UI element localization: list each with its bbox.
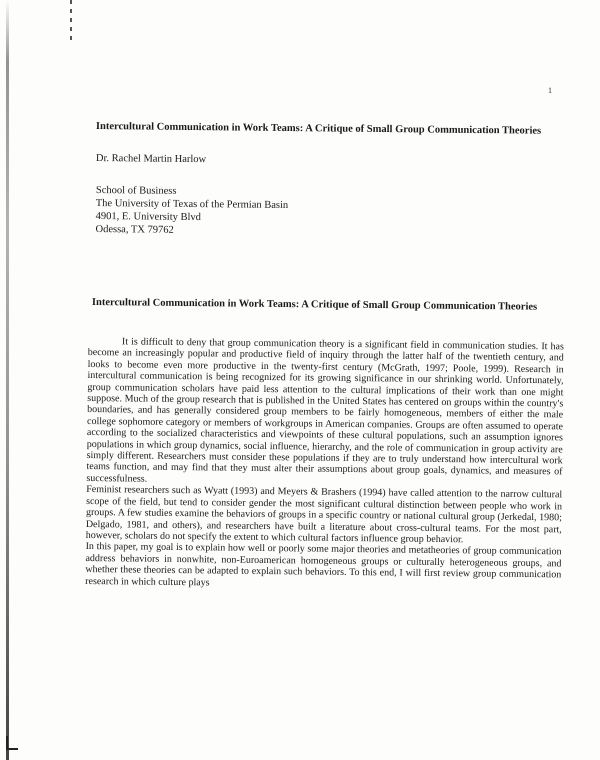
scan-edge-marks bbox=[70, 0, 72, 60]
body-paragraph: Feminist researchers such as Wyatt (1993) and Meyers & Brashers (1994) have called attention to the narrow cultural scope of the field, but tend to consider gender the most significant cultural distinction between people who work in groups. A few studies examine the behaviors of groups in a specific country or national cultural group (Jerkedal, 1980; Delgado, 1981, and others), and researchers have built a literature about cross-cultural teams. For the most part, however, scholars do not specify the extent to which cultural factors influence group behavior. bbox=[85, 484, 563, 546]
scan-corner-mark bbox=[6, 736, 18, 750]
cover-title: Intercultural Communication in Work Teams: A Critique of Small Group Communication Theories bbox=[95, 120, 542, 137]
address-line: 4901, E. University Blvd bbox=[95, 210, 202, 224]
address-line: School of Business bbox=[95, 184, 177, 197]
article-body bbox=[85, 336, 564, 592]
body-paragraph: It is difficult to deny that group communication theory is a significant field in communication studies. It has become an increasingly popular and productive field of inquiry through the latter half of the twentieth century, and looks to become even more productive in the twenty-first century (McGrath, 1997; Poole, 1999). Research in intercultural communication is being recognized for its growing significance in our shrinking world. Unfortunately, group communication scholars have paid less attention to the cultural implications of their work than one might suppose. Much of the group research that is published in the United States has centered on groups within the country's boundaries, and has generally considered group members to be fairly homogeneous, members of either the male college sophomore category or members of workgroups in American companies. Groups are often assumed to operate according to the socialized characteristics and viewpoints of these cultural populations, such an assumption ignores populations in which group dynamics, social influence, hierarchy, and the role of communication in group activity are simply different. Researchers must consider these populations if they are to truly understand how intercultural work teams function, and may find that they must alter their assumptions about group goals, dynamics, and measures of successfulness. bbox=[86, 336, 564, 485]
page-number: 1 bbox=[548, 86, 552, 95]
scan-edge-shadow bbox=[6, 0, 9, 760]
address-line: Odessa, TX 79762 bbox=[95, 223, 174, 236]
author-address bbox=[95, 184, 288, 238]
address-line: The University of Texas of the Permian Basin bbox=[95, 197, 289, 212]
author-name: Dr. Rachel Martin Harlow bbox=[95, 153, 207, 166]
article-title: Intercultural Communication in Work Teams: A Critique of Small Group Communication Theories bbox=[91, 296, 538, 313]
body-paragraph: In this paper, my goal is to explain how well or poorly some major theories and metatheories of group communication address behaviors in nonwhite, non-Euroamerican homogeneous groups or culturally heterogeneous groups, and whether these theories can be adapted to explain such behaviors. To this end, I will first review group communication research in which culture plays bbox=[85, 541, 562, 588]
